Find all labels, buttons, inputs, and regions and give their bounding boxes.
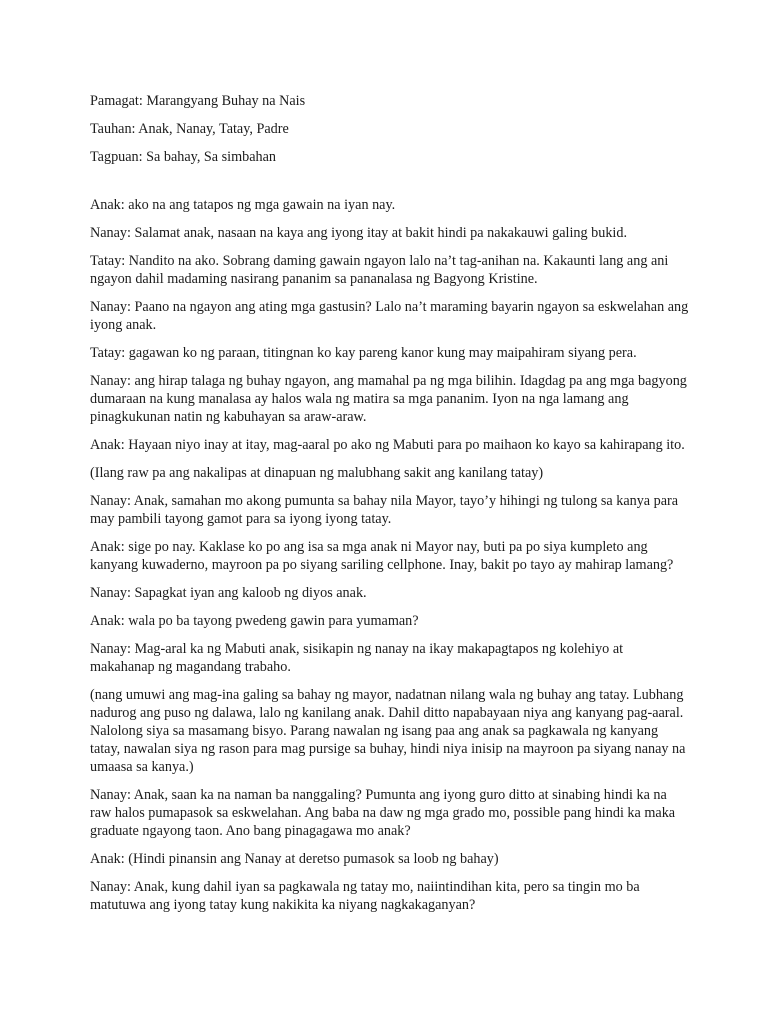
dialogue-line: Nanay: Mag-aral ka ng Mabuti anak, sisikapin ng nanay na ikay makapagtapos ng kolehiyo at makahanap ng magandang trabaho. — [90, 641, 624, 675]
dialogue-line: Anak: (Hindi pinansin ang Nanay at deretso pumasok sa loob ng bahay) — [90, 851, 499, 867]
dialogue-line: Nanay: Paano na ngayon ang ating mga gastusin? Lalo na’t maraming bayarin ngayon sa eskwelahan ang iyong anak. — [90, 299, 689, 333]
stage-direction: (Ilang raw pa ang nakalipas at dinapuan ng malubhang sakit ang kanilang tatay) — [90, 465, 544, 481]
dialogue-line: Nanay: Sapagkat iyan ang kaloob ng diyos anak. — [90, 585, 367, 601]
dialogue-line: Anak: sige po nay. Kaklase ko po ang isa sa mga anak ni Mayor nay, buti pa po siya kumpleto ang kanyang kuwaderno, mayroon pa po siyang sariling cellphone. Inay, bakit po tayo ay mahirap lamang? — [90, 539, 674, 573]
dialogue-line: Nanay: Anak, kung dahil iyan sa pagkawala ng tatay mo, naiintindihan kita, pero sa tingin mo ba matutuwa ang iyong tatay kung nakikita ka niyang nagkakaganyan? — [90, 879, 640, 913]
dialogue-line: Tatay: Nandito na ako. Sobrang daming gawain ngayon lalo na’t tag-anihan na. Kakaunti lang ang ani ngayon dahil madaming nasirang pananim sa pananalasa ng Bagyong Kristine. — [90, 253, 669, 287]
document-page — [90, 92, 690, 924]
stage-direction: (nang umuwi ang mag-ina galing sa bahay ng mayor, nadatnan nilang wala ng buhay ang tatay. Lubhang nadurog ang puso ng dalawa, lalo ng kanilang anak. Dahil ditto napabayaan niya ang kanyang pag-aaral. Nalolong siya sa masamang bisyo. Parang nawalan ng isang paa ang anak sa pagkawala ng kanyang tatay, nawalan siya ng rason para mag pursige sa buhay, hindi niya inisip na mayroon pa siyang nanay na umaasa sa kanya.) — [90, 687, 686, 775]
play-characters: Tauhan: Anak, Nanay, Tatay, Padre — [90, 121, 289, 137]
play-title: Pamagat: Marangyang Buhay na Nais — [90, 93, 306, 109]
dialogue-line: Anak: ako na ang tatapos ng mga gawain na iyan nay. — [90, 197, 396, 213]
play-setting: Tagpuan: Sa bahay, Sa simbahan — [90, 149, 277, 165]
dialogue-line: Anak: wala po ba tayong pwedeng gawin para yumaman? — [90, 613, 419, 629]
dialogue-line: Tatay: gagawan ko ng paraan, titingnan ko kay pareng kanor kung may maipahiram siyang pera. — [90, 345, 637, 361]
dialogue-line: Nanay: Anak, saan ka na naman ba nanggaling? Pumunta ang iyong guro ditto at sinabing hindi ka na raw halos pumapasok sa eskwelahan. Ang baba na daw ng mga grado mo, possible pang hindi ka maka graduate ngayong taon. Ano bang pinagagawa mo anak? — [90, 787, 676, 839]
dialogue-line: Nanay: Anak, samahan mo akong pumunta sa bahay nila Mayor, tayo’y hihingi ng tulong sa kanya para may pambili tayong gamot para sa iyong iyong tatay. — [90, 493, 679, 527]
dialogue-line: Anak: Hayaan niyo inay at itay, mag-aaral po ako ng Mabuti para po maihaon ko kayo sa kahirapang ito. — [90, 437, 685, 453]
dialogue-line: Nanay: ang hirap talaga ng buhay ngayon, ang mamahal pa ng mga bilihin. Idagdag pa ang mga bagyong dumaraan na kung manalasa ay halos wala ng matira sa mga pananim. Iyon na nga lamang ang pinagkukunan natin ng kabuhayan sa araw-araw. — [90, 373, 687, 425]
dialogue-line: Nanay: Salamat anak, nasaan na kaya ang iyong itay at bakit hindi pa nakakauwi galing bukid. — [90, 225, 627, 241]
